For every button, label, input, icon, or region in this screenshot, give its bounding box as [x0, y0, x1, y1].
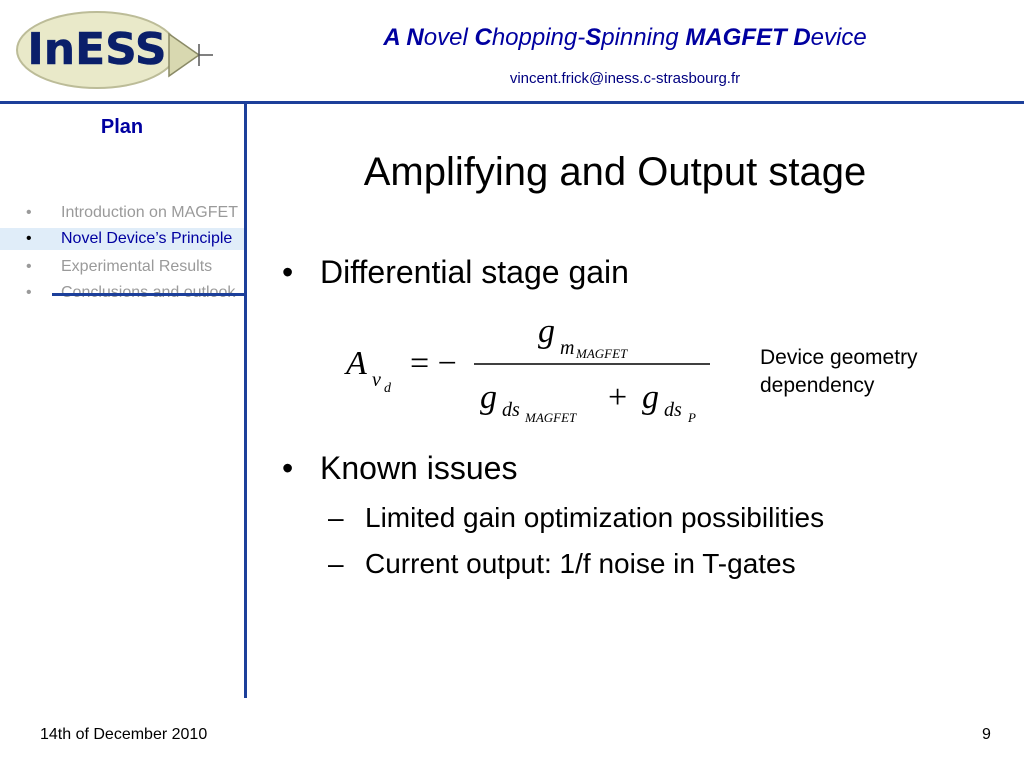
slide-header [0, 0, 1024, 102]
subbullet-current-output [328, 548, 796, 580]
title-segment: ovel [423, 24, 475, 51]
presentation-title [250, 24, 1000, 52]
logo-text: InESS [27, 24, 167, 75]
gain-formula [340, 310, 720, 430]
formula-den-term1-subsub: MAGFET [525, 410, 577, 425]
bullet-icon: • [282, 254, 294, 290]
formula-lhs-sub: v [372, 369, 381, 391]
bullet-icon: • [26, 204, 32, 221]
author-email: vincent.frick@iness.c-strasbourg.fr [509, 70, 741, 87]
bullet-icon: • [26, 258, 32, 275]
bullet-icon: • [26, 230, 32, 247]
title-segment: pinning [601, 24, 686, 51]
dash-icon: – [328, 502, 344, 533]
formula-plus: + [608, 379, 628, 416]
active-item-underline [52, 293, 244, 296]
formula-numerator: g [538, 313, 555, 350]
page-number: 9 [982, 726, 991, 743]
plan-item-label: Novel Device’s Principle [61, 230, 233, 247]
title-segment: C [474, 24, 492, 51]
title-segment: evice [810, 24, 867, 51]
formula-annotation [760, 344, 960, 400]
dash-icon: – [328, 548, 344, 579]
plan-item-conclusions[interactable] [0, 284, 244, 310]
bullet-text: Differential stage gain [320, 254, 629, 290]
subbullet-text: Limited gain optimization possibilities [365, 502, 825, 533]
plan-heading: Plan [100, 116, 144, 138]
plan-item-experimental-results[interactable] [0, 258, 244, 284]
plan-item-introduction[interactable] [0, 204, 244, 230]
plan-item-label: Experimental Results [61, 258, 213, 275]
formula-numerator-subsub: MAGFET [576, 346, 628, 361]
subbullet-limited-gain [328, 502, 824, 534]
formula-den-term1: g [480, 379, 497, 416]
formula-numerator-sub: m [560, 337, 575, 359]
slide-title: Amplifying and Output stage [363, 150, 867, 194]
title-segment: hopping- [491, 24, 586, 51]
formula-den-term2: g [642, 379, 659, 416]
title-segment: S [585, 24, 602, 51]
title-segment: N [406, 24, 424, 51]
title-segment: A [383, 24, 407, 51]
subbullet-text: Current output: 1/f noise in T-gates [365, 548, 796, 579]
sidebar-divider [244, 101, 247, 698]
formula-den-term1-sub: ds [502, 399, 520, 421]
plan-item-novel-device-principle[interactable] [0, 228, 244, 250]
formula-lhs: A [346, 345, 367, 382]
footer-date: 14th of December 2010 [40, 726, 208, 743]
formula-equals: = − [410, 345, 457, 382]
formula-den-term2-subsub: P [688, 410, 696, 425]
iness-logo [13, 6, 213, 98]
title-segment: MAGFET D [685, 24, 811, 51]
formula-lhs-subsub: d [384, 381, 391, 396]
bullet-differential-gain [282, 254, 629, 291]
bullet-icon: • [26, 284, 32, 301]
formula-annotation-text: Device geometry dependency [760, 346, 918, 397]
bullet-text: Known issues [320, 450, 518, 486]
header-divider [0, 101, 1024, 104]
bullet-icon: • [282, 450, 294, 486]
bullet-known-issues [282, 450, 517, 487]
plan-item-label: Introduction on MAGFET [61, 204, 238, 221]
formula-den-term2-sub: ds [664, 399, 682, 421]
